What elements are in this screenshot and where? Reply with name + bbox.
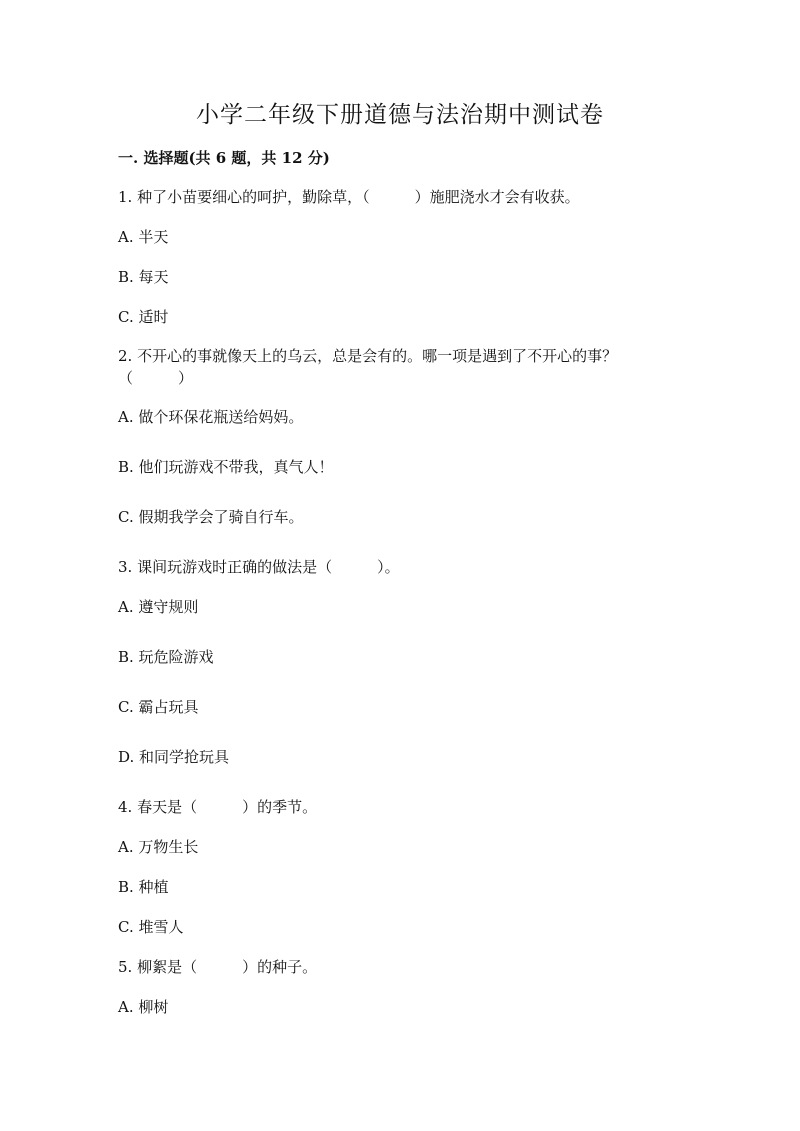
- page-title: 小学二年级下册道德与法治期中测试卷: [196, 102, 604, 128]
- question-5-option-a: A. 柳树: [118, 998, 169, 1016]
- question-4-option-a: A. 万物生长: [118, 838, 199, 856]
- question-2-option-b: B. 他们玩游戏不带我，真气人！: [118, 458, 334, 476]
- question-1-option-b: B. 每天: [118, 268, 169, 286]
- question-5-stem: 5. 柳絮是（ ）的种子。: [118, 958, 318, 976]
- question-1-option-c: C. 适时: [118, 308, 169, 326]
- question-4-option-b: B. 种植: [118, 878, 169, 896]
- question-2-stem: 2. 不开心的事就像天上的乌云，总是会有的。哪一项是遇到了不开心的事？（ ）: [118, 347, 618, 387]
- question-1-option-a: A. 半天: [118, 228, 169, 246]
- question-4-stem: 4. 春天是（ ）的季节。: [118, 798, 318, 816]
- question-2-option-c: C. 假期我学会了骑自行车。: [118, 508, 304, 526]
- question-3-option-d: D. 和同学抢玩具: [118, 748, 230, 766]
- section-heading: 一. 选择题(共 6 题，共 12 分): [118, 149, 330, 167]
- question-1-stem: 1. 种了小苗要细心的呵护，勤除草，（ ）施肥浇水才会有收获。: [118, 188, 580, 206]
- question-3-option-b: B. 玩危险游戏: [118, 648, 214, 666]
- question-3-option-c: C. 霸占玩具: [118, 698, 199, 716]
- question-4-option-c: C. 堆雪人: [118, 918, 184, 936]
- question-2-option-a: A. 做个环保花瓶送给妈妈。: [118, 408, 304, 426]
- question-3-stem: 3. 课间玩游戏时正确的做法是（ ）。: [118, 558, 400, 576]
- question-3-option-a: A. 遵守规则: [118, 598, 199, 616]
